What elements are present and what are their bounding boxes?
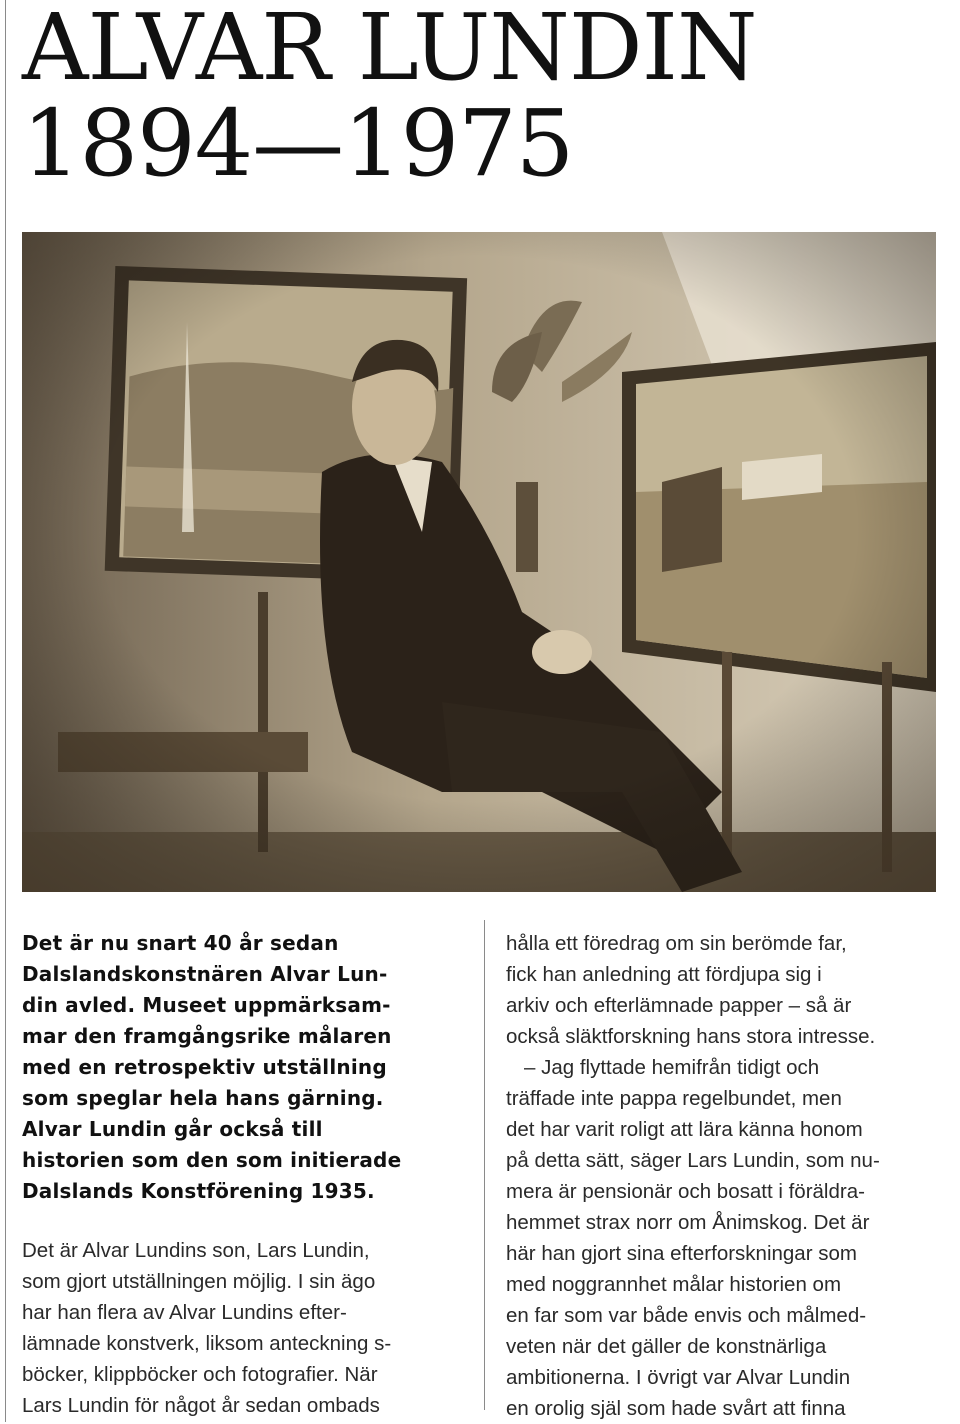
body-line: det har varit roligt att lära känna honom [506,1118,863,1141]
lead-paragraph [22,928,462,1207]
lead-line: historien som den som initierade [22,1148,402,1172]
body-line: mera är pensionär och bosatt i föräldra- [506,1180,865,1203]
column-divider [484,920,485,1410]
body-line: – Jag flyttade hemifrån tidigt och [524,1056,820,1079]
headline-years: 1894—1975 [22,90,574,197]
body-line: en orolig själ som hade svårt att finna [506,1397,846,1420]
body-line: med noggrannhet målar historien om [506,1273,842,1296]
body-line: hålla ett föredrag om sin berömde far, [506,932,847,955]
body-line: lämnade konstverk, liksom anteckning s- [22,1332,392,1355]
body-line: har han flera av Alvar Lundins efter- [22,1301,347,1324]
lead-line: som speglar hela hans gärning. [22,1086,384,1110]
lead-line: Dalslands Konstförening 1935. [22,1179,375,1203]
lead-line: din avled. Museet uppmärksam- [22,993,391,1017]
body-paragraph-right [506,928,946,1424]
lead-line: med en retrospektiv utställning [22,1055,387,1079]
body-line: böcker, klippböcker och fotografier. När [22,1363,378,1386]
body-line: Lars Lundin för något år sedan ombads [22,1394,380,1417]
lead-line: Det är nu snart 40 år sedan [22,931,339,955]
body-line: träffade inte pappa regelbundet, men [506,1087,842,1110]
page-headline [22,0,757,197]
body-line: fick han anledning att fördjupa sig i [506,963,822,986]
body-line: ambitionerna. I övrigt var Alvar Lundin [506,1366,851,1389]
body-paragraph-left [22,1235,462,1421]
body-line: arkiv och efterlämnade papper – så är [506,994,852,1017]
left-margin-rule [5,0,6,1422]
studio-portrait-photo [22,232,936,892]
body-line: veten när det gäller de konstnärliga [506,1335,827,1358]
body-line: Det är Alvar Lundins son, Lars Lundin, [22,1239,370,1262]
body-line: här han gjort sina efterforskningar som [506,1242,857,1265]
body-line: också släktforskning hans stora intresse. [506,1025,876,1048]
lead-line: mar den framgångsrike målaren [22,1024,392,1048]
headline-name: ALVAR LUNDIN [22,0,757,101]
right-column [506,928,946,1424]
body-line: en far som var både envis och målmed- [506,1304,867,1327]
lead-line: Dalslandskonstnären Alvar Lun- [22,962,388,986]
body-line: hemmet strax norr om Ånimskog. Det är [506,1211,870,1234]
studio-portrait-illustration [22,232,936,892]
lead-line: Alvar Lundin går också till [22,1117,323,1141]
body-line: som gjort utställningen möjlig. I sin ägo [22,1270,376,1293]
body-line: på detta sätt, säger Lars Lundin, som nu- [506,1149,880,1172]
left-column [22,928,462,1421]
